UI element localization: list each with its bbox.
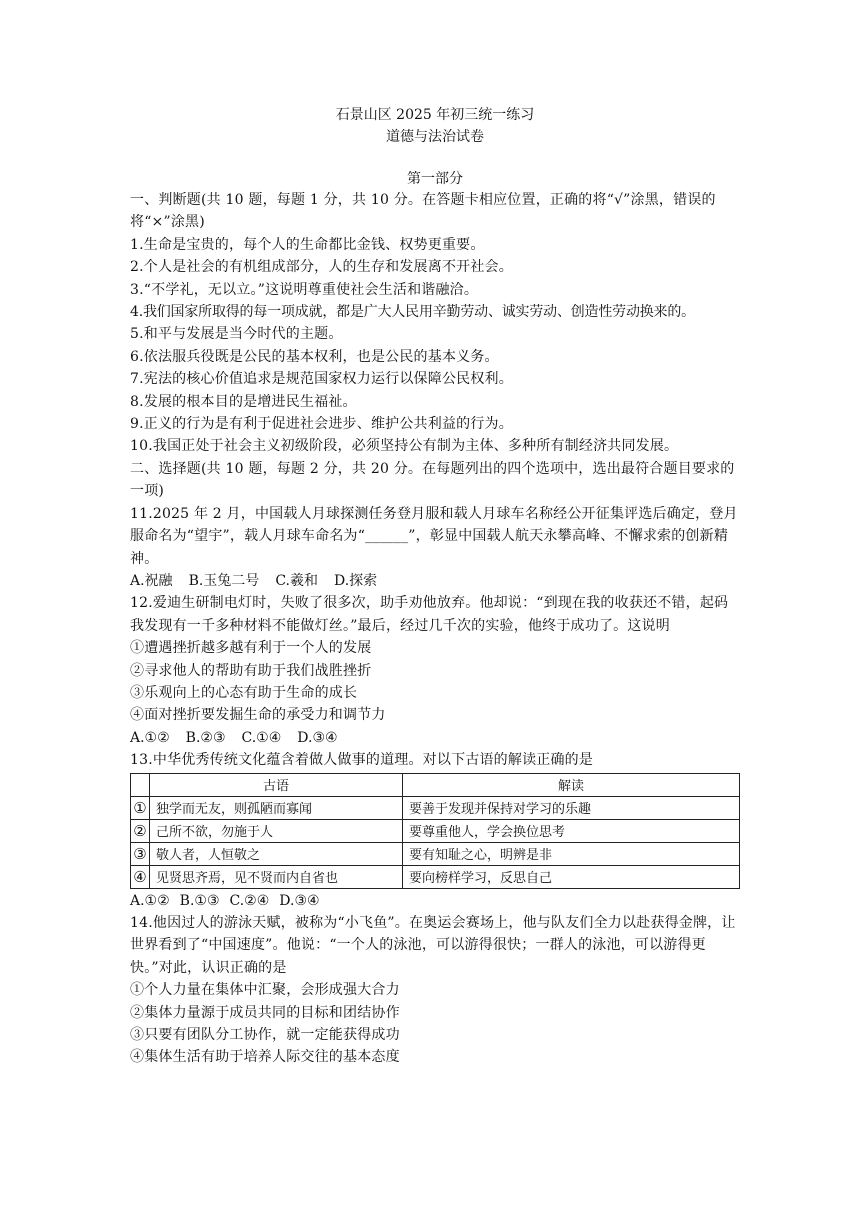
question-11-options <box>130 570 740 592</box>
table-row <box>131 819 740 842</box>
table-header-row <box>131 773 740 796</box>
row-saying: 见贤思齐焉，见不贤而内自省也 <box>150 865 403 888</box>
section1-list <box>130 234 740 458</box>
option-d: D.③④ <box>297 729 338 746</box>
row-number: ② <box>131 819 150 842</box>
option-b: B.②③ <box>185 729 226 746</box>
judgment-item: 6.依法服兵役既是公民的基本权利，也是公民的基本义务。 <box>130 348 499 365</box>
row-meaning: 要有知耻之心，明辨是非 <box>403 842 740 865</box>
question-12-choice: ④面对挫折要发掘生命的承受力和调节力 <box>130 707 386 724</box>
sayings-table <box>130 773 740 889</box>
option-a: A.①② <box>130 729 170 746</box>
section2-intro: 二、选择题(共 10 题，每题 2 分，共 20 分。在每题列出的四个选项中，选出最符合题目要求的一项) <box>130 460 735 500</box>
question-14-choice: ①个人力量在集体中汇聚，会形成强大合力 <box>130 982 400 999</box>
column-header-saying: 古语 <box>150 773 403 796</box>
question-12-choice: ②寻求他人的帮助有助于我们战胜挫折 <box>130 662 372 679</box>
question-13-stem: 13.中华优秀传统文化蕴含着做人做事的道理。对以下古语的解读正确的是 <box>130 752 594 769</box>
table-row <box>131 796 740 819</box>
option-a: A.祝融 <box>130 572 173 589</box>
question-11-stem: 11.2025 年 2 月，中国载人月球探测任务登月服和载人月球车名称经公开征集评选后确定，登月服命名为“望宇”，载人月球车命名为“______”，彰显中国载人航天永攀高峰、不懈求索的创新精神。 <box>130 505 738 567</box>
row-meaning: 要向榜样学习，反思自己 <box>403 865 740 888</box>
question-14-choice: ④集体生活有助于培养人际交往的基本态度 <box>130 1049 400 1066</box>
row-saying: 己所不欲，勿施于人 <box>150 819 403 842</box>
row-saying: 独学而无友，则孤陋而寡闻 <box>150 796 403 819</box>
row-number: ① <box>131 796 150 819</box>
judgment-item: 8.发展的根本目的是增进民生福祉。 <box>130 393 357 410</box>
judgment-item: 4.我们国家所取得的每一项成就，都是广大人民用辛勤劳动、诚实劳动、创造性劳动换来的。 <box>130 304 695 321</box>
table-row <box>131 842 740 865</box>
question-12-options <box>130 727 740 749</box>
option-b: B.①③ <box>179 892 220 909</box>
row-number: ③ <box>131 842 150 865</box>
judgment-item: 2.个人是社会的有机组成部分，人的生存和发展离不开社会。 <box>130 259 513 276</box>
section1-intro: 一、判断题(共 10 题，每题 1 分，共 10 分。在答题卡相应位置，正确的将“√”涂黑，错误的将“×”涂黑) <box>130 192 716 231</box>
question-13-options <box>130 890 740 912</box>
judgment-item: 5.和平与发展是当今时代的主题。 <box>130 326 343 343</box>
row-saying: 敬人者，人恒敬之 <box>150 842 403 865</box>
exam-page <box>130 104 740 1069</box>
option-c: C.②④ <box>229 892 270 909</box>
row-number: ④ <box>131 865 150 888</box>
question-14-choice: ③只要有团队分工协作，就一定能获得成功 <box>130 1027 400 1043</box>
judgment-item: 10.我国正处于社会主义初级阶段，必须坚持公有制为主体、多种所有制经济共同发展。 <box>130 438 679 455</box>
question-12-stem: 12.爱迪生研制电灯时，失败了很多次，助手劝他放弃。他却说：“到现在我的收获还不错，起码我发现有一千多种材料不能做灯丝。”最后，经过几千次的实验，他终于成功了。这说明 <box>130 595 729 634</box>
option-c: C.羲和 <box>275 572 318 589</box>
question-12-choice: ①遭遇挫折越多越有利于一个人的发展 <box>130 640 372 657</box>
judgment-item: 9.正义的行为是有利于促进社会进步、维护公共利益的行为。 <box>130 416 513 433</box>
option-d: D.探索 <box>333 572 378 589</box>
row-meaning: 要尊重他人，学会换位思考 <box>403 819 740 842</box>
part-heading: 第一部分 <box>407 171 463 187</box>
option-a: A.①② <box>130 892 170 909</box>
question-14-choice: ②集体力量源于成员共同的目标和团结协作 <box>130 1004 400 1021</box>
judgment-item: 7.宪法的核心价值追求是规范国家权力运行以保障公民权利。 <box>130 371 513 388</box>
option-b: B.玉兔二号 <box>188 572 260 589</box>
exam-title: 石景山区 2025 年初三统一练习 <box>335 107 535 123</box>
row-meaning: 要善于发现并保持对学习的乐趣 <box>403 796 740 819</box>
judgment-item: 1.生命是宝贵的，每个人的生命都比金钱、权势更重要。 <box>130 236 485 253</box>
option-c: C.①④ <box>241 729 282 746</box>
exam-subtitle: 道德与法治试卷 <box>386 129 484 145</box>
judgment-item: 3.“不学礼，无以立。”这说明尊重使社会生活和谐融洽。 <box>130 281 479 298</box>
question-12-choice: ③乐观向上的心态有助于生命的成长 <box>130 684 358 701</box>
column-header-meaning: 解读 <box>403 773 740 796</box>
question-14-stem: 14.他因过人的游泳天赋，被称为“小飞鱼”。在奥运会赛场上，他与队友们全力以赴获得金牌，让世界看到了“中国速度”。他说：“一个人的泳池，可以游得很快；一群人的泳池，可以游得更快。”对此，认识正确的是 <box>130 914 736 976</box>
option-d: D.③④ <box>279 892 320 909</box>
table-row <box>131 865 740 888</box>
